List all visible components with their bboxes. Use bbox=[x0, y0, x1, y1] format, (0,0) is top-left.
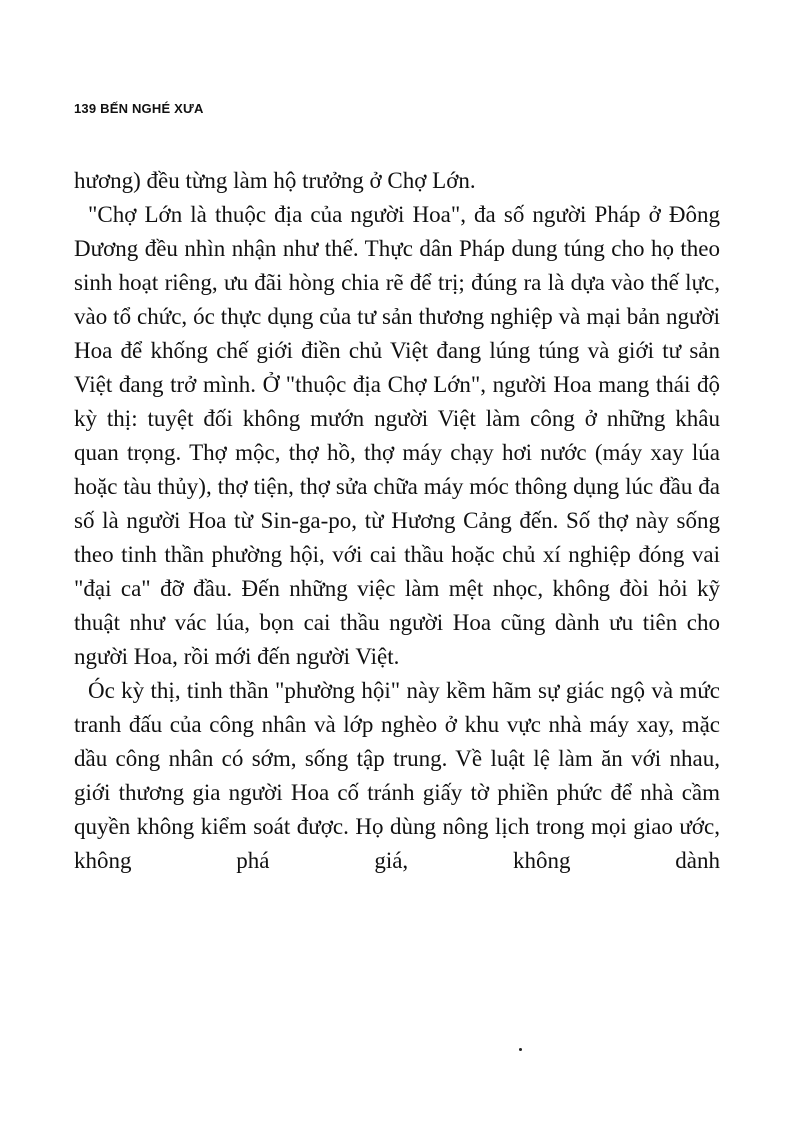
page-number: 139 bbox=[74, 101, 97, 116]
paragraph-guild-spirit: Óc kỳ thị, tinh thần "phường hội" này kềm hãm sự giác ngộ và mức tranh đấu của công nhân và lớp nghèo ở khu vực nhà máy xay, mặc dầu công nhân có sớm, sống tập trung. Về luật lệ làm ăn với nhau, giới thương gia người Hoa cố tránh giấy tờ phiền phức để nhà cầm quyền không kiểm soát được. Họ dùng nông lịch trong mọi giao ước, không phá giá, không dành bbox=[74, 678, 720, 873]
running-head bbox=[74, 101, 204, 116]
body-text bbox=[74, 164, 720, 878]
paragraph-continued: hương) đều từng làm hộ trưởng ở Chợ Lớn. bbox=[74, 168, 476, 193]
running-title: BẾN NGHÉ XƯA bbox=[100, 101, 204, 116]
print-speck bbox=[519, 1048, 522, 1051]
paragraph-cho-lon-colony: "Chợ Lớn là thuộc địa của người Hoa", đa số người Pháp ở Đông Dương đều nhìn nhận như thế. Thực dân Pháp dung túng cho họ theo sinh hoạt riêng, ưu đãi hòng chia rẽ để trị; đúng ra là dựa vào thế lực, vào tổ chức, óc thực dụng của tư sản thương nghiệp và mại bản người Hoa để khống chế giới điền chủ Việt đang lúng túng và giới tư sản Việt đang trở mình. Ở "thuộc địa Chợ Lớn", người Hoa mang thái độ kỳ thị: tuyệt đối không mướn người Việt làm công ở những khâu quan trọng. Thợ mộc, thợ hồ, thợ máy chạy hơi nước (máy xay lúa hoặc tàu thủy), thợ tiện, thợ sửa chữa máy móc thông dụng lúc đầu đa số là người Hoa từ Sin-ga-po, từ Hương Cảng đến. Số thợ này sống theo tinh thần phường hội, với cai thầu hoặc chủ xí nghiệp đóng vai "đại ca" đỡ đầu. Đến những việc làm mệt nhọc, không đòi hỏi kỹ thuật như vác lúa, bọn cai thầu người Hoa cũng dành ưu tiên cho người Hoa, rồi mới đến người Việt. bbox=[74, 202, 720, 669]
